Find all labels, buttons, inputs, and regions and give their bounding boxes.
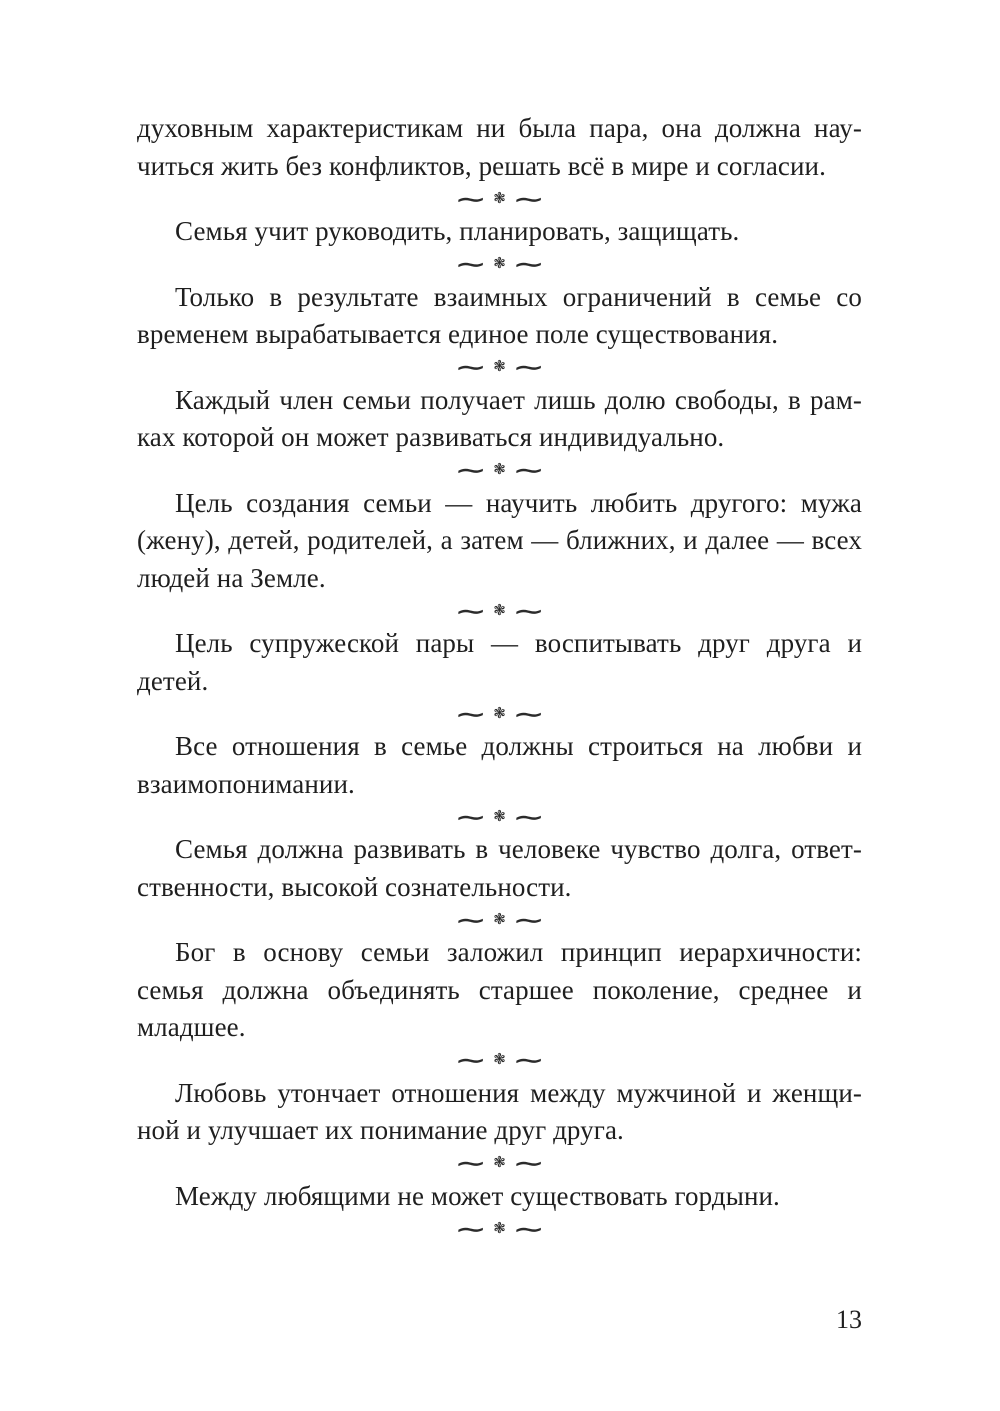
swash-ornament-icon: ∼ (512, 596, 545, 626)
section-divider (137, 803, 862, 831)
paragraph-line: Между любящими не может существовать гордыни. (175, 1180, 780, 1211)
swash-ornament-icon: ∼ (512, 456, 545, 485)
section-divider (137, 700, 862, 728)
section-divider (137, 185, 862, 213)
paragraph-line: духовным характеристикам ни была пара, она должна нау- (137, 113, 862, 143)
swash-ornament-icon: ∼ (454, 250, 487, 279)
swash-ornament-icon: ∼ (512, 1046, 545, 1075)
swash-ornament-icon: ∼ (454, 905, 487, 935)
section-divider (137, 251, 862, 279)
paragraph-line: ственности, высокой сознательности. (137, 871, 572, 902)
flower-ornament-icon: ❃ (493, 460, 506, 478)
paragraph (137, 831, 862, 906)
paragraph-line: взаимопонимании. (137, 768, 355, 799)
paragraph (137, 728, 862, 803)
swash-ornament-icon: ∼ (454, 596, 487, 626)
paragraph-line: Семья учит руководить, планировать, защищать. (175, 216, 740, 246)
paragraph-line: читься жить без конфликтов, решать всё в мире и согласии. (137, 150, 826, 181)
swash-ornament-icon: ∼ (454, 184, 487, 214)
paragraph-line: Цель супружеской пары — воспитывать друг друга и (175, 628, 862, 658)
text-block (137, 110, 862, 1243)
paragraph-line: семья должна объединять старшее поколение, среднее и (137, 974, 862, 1005)
paragraph-line: Все отношения в семье должны строиться на любви и (175, 731, 862, 761)
paragraph-line: Цель создания семьи — научить любить другого: мужа (175, 487, 862, 518)
paragraph-line: Семья должна развивать в человеке чувство долга, ответ- (175, 834, 862, 864)
paragraph-line: Только в результате взаимных ограничений в семье со (175, 281, 862, 312)
swash-ornament-icon: ∼ (454, 456, 487, 485)
swash-ornament-icon: ∼ (454, 353, 487, 382)
swash-ornament-icon: ∼ (454, 1046, 487, 1075)
paragraph (137, 934, 862, 1047)
section-divider (137, 906, 862, 934)
flower-ornament-icon: ❃ (493, 909, 506, 928)
flower-ornament-icon: ❃ (493, 1153, 506, 1171)
paragraph-line: детей. (137, 665, 209, 696)
swash-ornament-icon: ∼ (512, 184, 545, 214)
swash-ornament-icon: ∼ (512, 699, 545, 729)
paragraph (137, 279, 862, 354)
paragraph (137, 625, 862, 700)
paragraph-line: Каждый член семьи получает лишь долю свободы, в рам- (175, 384, 862, 415)
swash-ornament-icon: ∼ (512, 353, 545, 382)
paragraph-line: временем вырабатывается единое поле существования. (137, 319, 779, 349)
flower-ornament-icon: ❃ (493, 600, 506, 619)
paragraph (137, 382, 862, 457)
section-divider (137, 457, 862, 485)
section-divider (137, 354, 862, 382)
swash-ornament-icon: ∼ (454, 699, 487, 729)
paragraph-line: ках которой он может развиваться индивидуально. (137, 422, 725, 452)
swash-ornament-icon: ∼ (512, 802, 545, 832)
swash-ornament-icon: ∼ (454, 1214, 487, 1244)
flower-ornament-icon: ❃ (493, 1218, 506, 1237)
flower-ornament-icon: ❃ (493, 1050, 506, 1068)
paragraph (137, 213, 862, 251)
paragraph-line: Любовь утончает отношения между мужчиной и женщи- (175, 1077, 862, 1108)
paragraph-line: Бог в основу семьи заложил принцип иерархичности: (175, 937, 862, 967)
swash-ornament-icon: ∼ (512, 1214, 545, 1244)
swash-ornament-icon: ∼ (512, 1149, 545, 1178)
paragraph (137, 1075, 862, 1150)
paragraph-line: (жену), детей, родителей, а затем — ближних, и далее — всех (137, 525, 862, 555)
swash-ornament-icon: ∼ (454, 1149, 487, 1178)
paragraph-line: младшее. (137, 1012, 246, 1042)
paragraph (137, 1178, 862, 1216)
swash-ornament-icon: ∼ (512, 250, 545, 279)
section-divider (137, 1047, 862, 1075)
paragraph (137, 110, 862, 185)
swash-ornament-icon: ∼ (454, 802, 487, 832)
flower-ornament-icon: ❃ (493, 806, 506, 825)
flower-ornament-icon: ❃ (493, 254, 506, 272)
paragraph (137, 485, 862, 598)
paragraph-line: людей на Земле. (137, 562, 326, 593)
page-number: 13 (836, 1305, 862, 1334)
section-divider (137, 597, 862, 625)
paragraph-line: ной и улучшает их понимание друг друга. (137, 1115, 624, 1145)
flower-ornament-icon: ❃ (493, 703, 506, 722)
swash-ornament-icon: ∼ (512, 905, 545, 935)
section-divider (137, 1215, 862, 1243)
flower-ornament-icon: ❃ (493, 188, 506, 207)
section-divider (137, 1150, 862, 1178)
flower-ornament-icon: ❃ (493, 357, 506, 375)
